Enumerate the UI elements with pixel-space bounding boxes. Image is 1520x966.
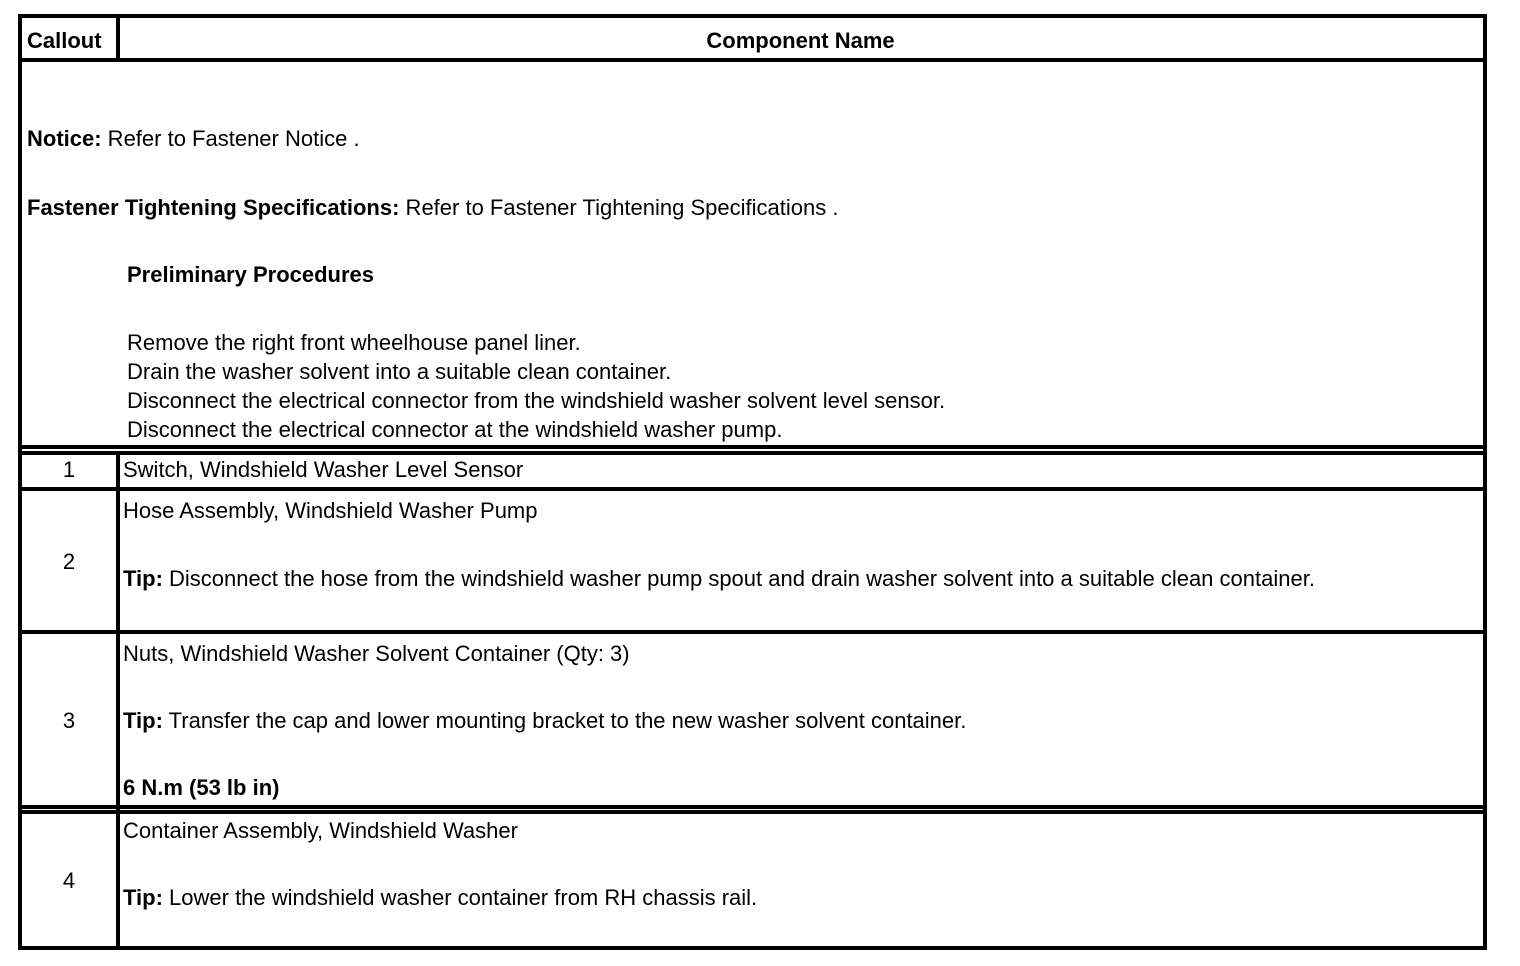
tip-text: Transfer the cap and lower mounting bracket to the new washer solvent container. — [162, 708, 967, 733]
row-component-name: Hose Assembly, Windshield Washer Pump — [123, 498, 538, 523]
row-divider — [22, 445, 1483, 449]
fastener-spec-text: Refer to Fastener Tightening Specifications . — [399, 195, 839, 220]
header-column-divider — [116, 18, 120, 59]
row-callout: 4 — [62, 868, 76, 893]
row-divider — [22, 451, 1483, 455]
header-divider — [22, 58, 1483, 62]
header-callout: Callout — [27, 28, 102, 53]
preliminary-step: Drain the washer solvent into a suitable clean container. — [127, 359, 672, 384]
tip-text: Disconnect the hose from the windshield washer pump spout and drain washer solvent into a suitable clean container. — [162, 566, 1315, 591]
preliminary-title: Preliminary Procedures — [127, 262, 375, 287]
tip-text: Lower the windshield washer container from RH chassis rail. — [162, 885, 758, 910]
tip-label: Tip: — [123, 708, 163, 733]
row-tip — [123, 885, 757, 911]
preliminary-step: Disconnect the electrical connector from the windshield washer solvent level sensor. — [127, 388, 946, 413]
preliminary-step: Remove the right front wheelhouse panel liner. — [127, 330, 581, 355]
tip-label: Tip: — [123, 566, 163, 591]
row-divider — [22, 810, 1483, 814]
row-component-name: Switch, Windshield Washer Level Sensor — [123, 457, 524, 482]
component-table — [18, 14, 1487, 950]
preliminary-step: Disconnect the electrical connector at the windshield washer pump. — [127, 417, 783, 442]
row-callout: 1 — [62, 457, 76, 482]
torque-spec: 6 N.m (53 lb in) — [123, 775, 280, 800]
fastener-spec-label: Fastener Tightening Specifications: — [27, 195, 400, 220]
row-component-name: Nuts, Windshield Washer Solvent Container (Qty: 3) — [123, 641, 630, 666]
row-component-name: Container Assembly, Windshield Washer — [123, 818, 518, 843]
fastener-spec-line — [27, 195, 838, 221]
row-callout: 3 — [62, 708, 76, 733]
tip-label: Tip: — [123, 885, 163, 910]
header-component-name: Component Name — [706, 28, 895, 53]
row-divider — [22, 805, 1483, 809]
row-callout: 2 — [62, 549, 76, 574]
row-divider — [22, 630, 1483, 634]
row-tip — [123, 708, 966, 734]
notice-text: Refer to Fastener Notice . — [101, 126, 360, 151]
column-divider — [116, 451, 120, 950]
row-tip — [123, 566, 1315, 592]
notice-line — [27, 126, 360, 152]
notice-label: Notice: — [27, 126, 102, 151]
row-divider — [22, 487, 1483, 491]
